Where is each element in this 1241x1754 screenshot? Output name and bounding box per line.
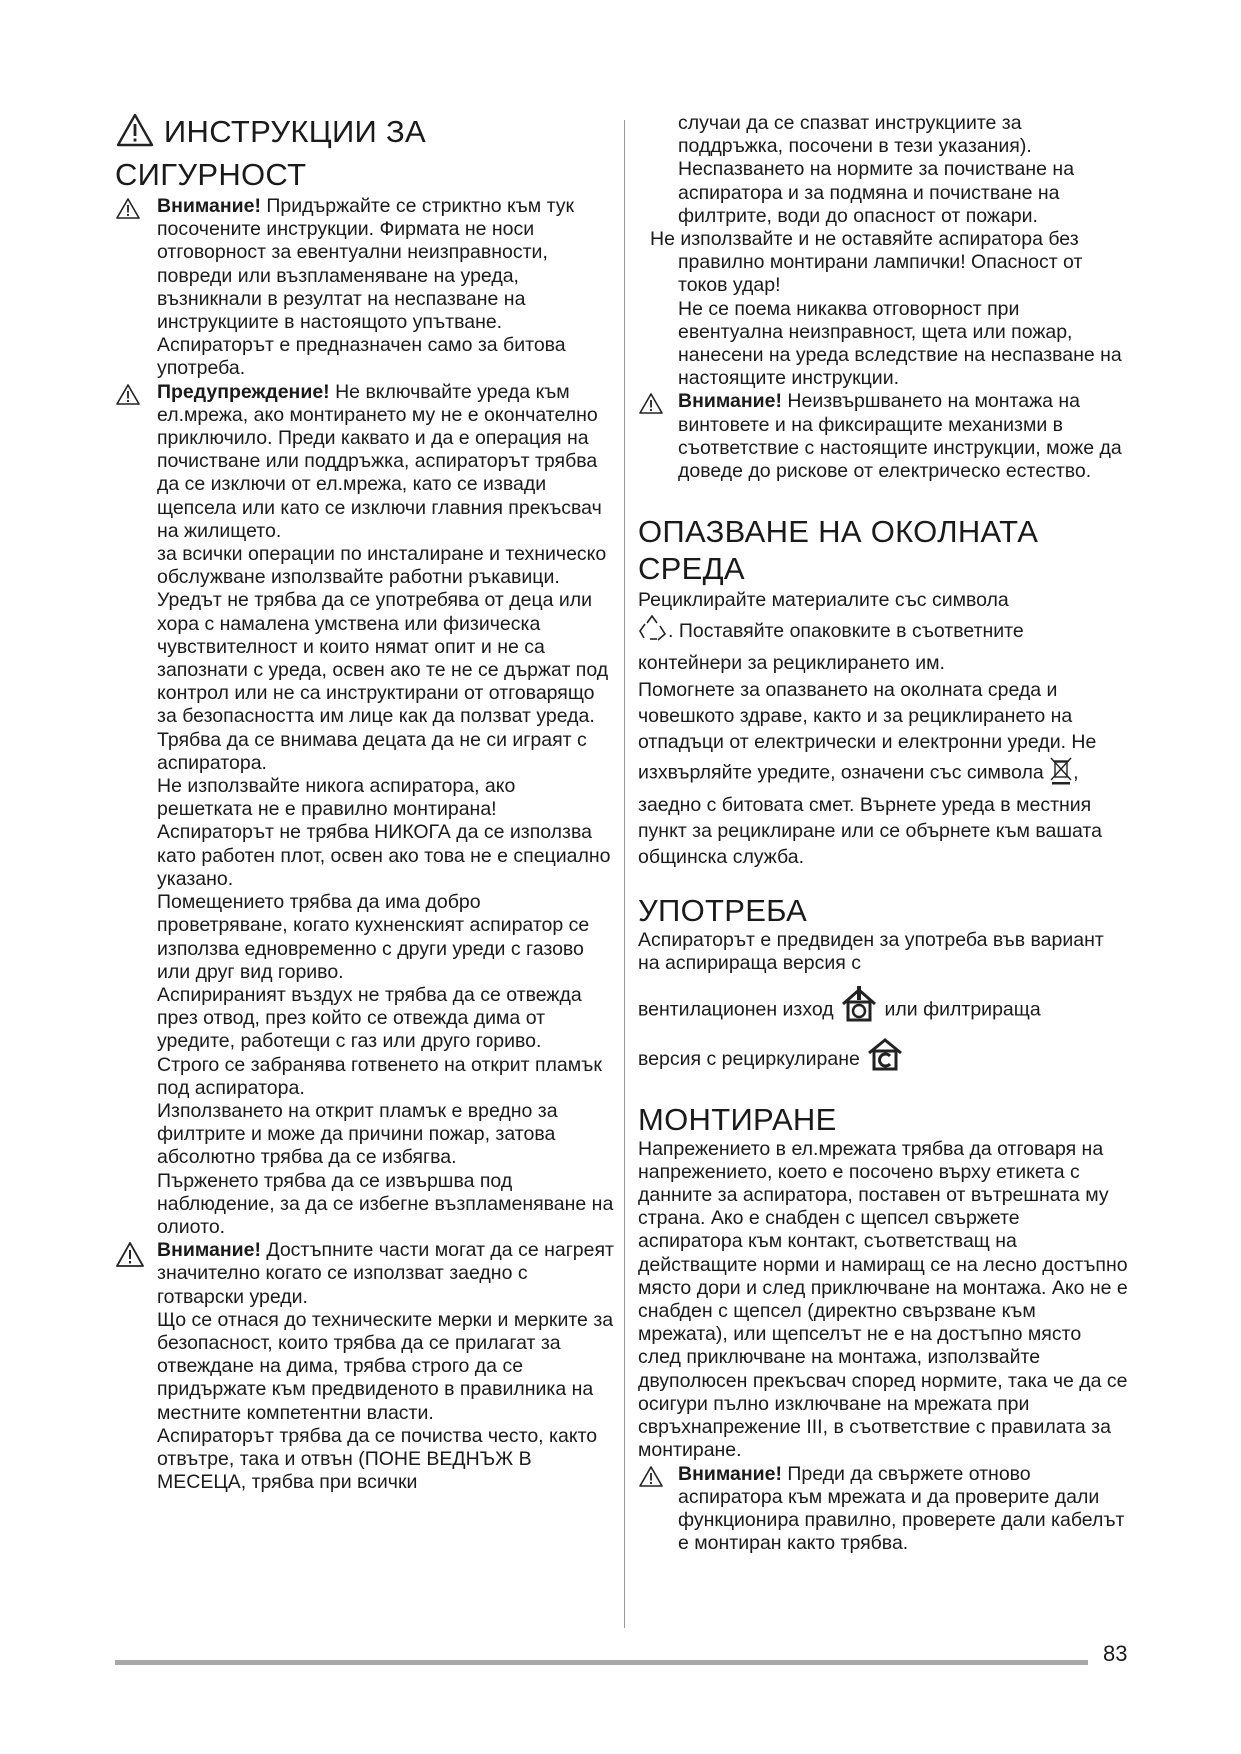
- environment-text: Рециклирайте материалите със символа: [638, 589, 1009, 612]
- usage-text: версия с рециркулиране: [638, 1047, 860, 1070]
- paragraph-lamps: Не използвайте и не оставяйте аспиратора без правилно монтирани лампички! Опасност от токов удар!: [650, 228, 1083, 297]
- extraction-mode-icon: [839, 984, 879, 1037]
- warning-label: Внимание!: [157, 195, 261, 217]
- paragraph-frying: Пърженето трябва да се извършва под наблюдение, за да се избегне възпламеняване на олиото.: [157, 1169, 614, 1238]
- paragraph-children: Уредът не трябва да се употребява от деца или хора с намалена умствена или физическа чувствителност и които нямат опит и не са запознати с уреда, освен ако те не се държат под контрол или не са инструктирани от отговарящо за безопасността им лице как да ползват уреда. Трябва да се внимава децата да не си играят с аспиратора.: [157, 589, 609, 774]
- environment-title: [638, 513, 1128, 587]
- environment-text: . Поставяйте опаковките в съответните контейнери за рециклирането им.: [638, 620, 1024, 675]
- right-column: [638, 112, 1128, 1555]
- warning-block-2: [115, 381, 615, 543]
- environment-text: Помогнете за опазването на околната среда и човешкото здраве, както и за рециклирането на отпадъци от електрически и електронни уреди. Не изхвърляйте уредите, означени със символа: [638, 679, 1097, 784]
- paragraph-flame-ban: Строго се забранява готвенето на открит пламък под аспиратора.: [157, 1053, 602, 1099]
- usage-paragraph-3: [638, 1037, 1128, 1083]
- paragraph-regulations: Що се отнася до техническите мерки и мерките за безопасност, които трябва да се прилагат за отвеждане на дима, трябва строго да се придържате към предвиденото в правилника на местните компетентни власти.: [157, 1308, 614, 1424]
- warning-triangle-icon: [115, 197, 141, 225]
- usage-paragraph-1: Аспираторът е предвиден за употреба във вариант на аспирираща версия с: [638, 929, 1104, 975]
- warning-block-screws: [638, 390, 1128, 483]
- warning-label: Внимание!: [678, 1462, 782, 1485]
- warning-label: Внимание!: [678, 390, 782, 413]
- page-number: 83: [1103, 1641, 1128, 1666]
- usage-text: или филтрираща: [884, 998, 1041, 1021]
- paragraph-ventilation: Помещението трябва да има добро проветряване, когато кухненският аспиратор се използва едновременно с други уреди с газово или друг вид гориво.: [157, 891, 590, 983]
- warning-triangle-icon: [115, 112, 155, 156]
- paragraph-grille: Не използвайте никога аспиратора, ако решетката не е правилно монтирана!: [157, 775, 516, 821]
- safety-title: [115, 112, 615, 193]
- safety-title-line2: СИГУРНОСТ: [115, 157, 307, 192]
- safety-title-line1: ИНСТРУКЦИИ ЗА: [163, 114, 427, 150]
- paragraph-worktop: Аспираторът не трябва НИКОГА да се използва като работен плот, освен ако това не е специално указано.: [157, 821, 611, 890]
- recirculation-mode-icon: [865, 1037, 905, 1083]
- environment-text: , заедно с битовата смет. Върнете уреда в местния пункт за рециклиране или се обърнете към вашата общинска служба.: [638, 761, 1102, 869]
- footer-rule: [115, 1660, 1088, 1665]
- column-divider: [624, 120, 625, 1628]
- left-column: [115, 112, 615, 1494]
- warning-text: Достъпните части могат да се нагреят значително когато се използват заедно с готварски уреди.: [157, 1239, 614, 1308]
- environment-paragraph-2: [638, 677, 1128, 870]
- usage-paragraph-2: [638, 984, 1128, 1037]
- warning-triangle-icon: [115, 1241, 145, 1273]
- paragraph-open-flame: Използването на открит пламък е вредно за филтрите и може да причини пожар, затова абсолютно трябва да се избягва.: [157, 1099, 558, 1169]
- usage-text: вентилационен изход: [638, 998, 834, 1021]
- mounting-paragraph: Напрежението в ел.мрежата трябва да отговаря на напрежението, което е посочено върху етикета с данните за аспиратора, поставен от вътрешната му страна. Ако е снабден с щепсел свържете аспиратора към контакт, съответстващ на действащите норми и намиращ се на лесно достъпно място дори и след приключване на монтажа. Ако не е снабден с щепсел (директно свързване към мрежата), или щепселът не е на достъпно място след приключване на монтажа, използвайте двуполюсен прекъсвач според нормите, така че да се осигури пълно изключване на мрежата при свръхнапрежение III, в съответствие с правилата за монтиране.: [638, 1137, 1128, 1462]
- warning-text: Придържайте се стриктно към тук посочените инструкции. Фирмата не носи отговорност за евентуални неизправности, повреди или възпламеняване на уреда, възникнали в резултат на неспазване на инструкциите в настоящото упътване. Аспираторът е предназначен само за битова употреба.: [157, 195, 575, 380]
- environment-title-line2: СРЕДА: [638, 551, 745, 587]
- warning-triangle-icon: [638, 1465, 664, 1493]
- warning-block-1: [115, 195, 615, 381]
- paragraph-cleaning: Аспираторът трябва да се почиства често, както отвътре, така и отвън (ПОНЕ ВЕДНЪЖ В МЕСЕЦА, трябва при всички: [157, 1424, 598, 1494]
- warning-block-reconnect: [638, 1463, 1128, 1556]
- warning-label: Внимание!: [157, 1239, 261, 1262]
- warning-text: Не включвайте уреда към ел.мрежа, ако монтирането му не е окончателно приключило. Преди каквато и да е операция на почистване или поддръжка, аспираторът трябва да се изключи от ел.мрежа, като се извади щепсела или като се изключи главния прекъсвач на жилището.: [157, 380, 602, 542]
- paragraph-liability: Не се поема никаква отговорност при евентуална неизправност, щета или пожар, нанесени на уреда вследствие на неспазване на настоящите инструкции.: [678, 297, 1122, 390]
- recycle-icon: [638, 614, 668, 650]
- crossed-bin-icon: [1049, 755, 1073, 792]
- warning-text: Неизвършването на монтажа на винтовете и на фиксиращите механизми в съответствие с настоящите инструкции, може да доведе до рискове от електрическо естество.: [678, 390, 1122, 483]
- warning-label: Предупреждение!: [157, 380, 330, 403]
- environment-paragraph-1: [638, 587, 1128, 677]
- paragraph-exhaust: Аспирираният въздух не трябва да се отвежда през отвод, през който се отвежда дима от уредите, работещи с газ или друго гориво.: [157, 983, 582, 1053]
- environment-title-line1: ОПАЗВАНЕ НА ОКОЛНАТА: [638, 514, 1039, 550]
- mounting-title: МОНТИРАНЕ: [638, 1101, 837, 1137]
- paragraph-cleaning-cont: случаи да се спазват инструкциите за поддръжка, посочени в тези указания). Неспазването на нормите за почистване на аспиратора и за подмяна и почистване на филтрите, води до опасност от пожари.: [678, 112, 1075, 227]
- warning-triangle-icon: [115, 383, 141, 411]
- warning-text: Преди да свържете отново аспиратора към мрежата и да проверите дали функционира правилно, проверете дали кабелът е монтиран както трябва.: [678, 1462, 1125, 1555]
- paragraph-gloves: за всички операции по инсталиране и техническо обслужване използвайте работни ръкавици.: [157, 543, 607, 589]
- warning-triangle-icon: [638, 392, 664, 420]
- usage-title: УПОТРЕБА: [638, 893, 808, 929]
- warning-block-3: [115, 1239, 615, 1309]
